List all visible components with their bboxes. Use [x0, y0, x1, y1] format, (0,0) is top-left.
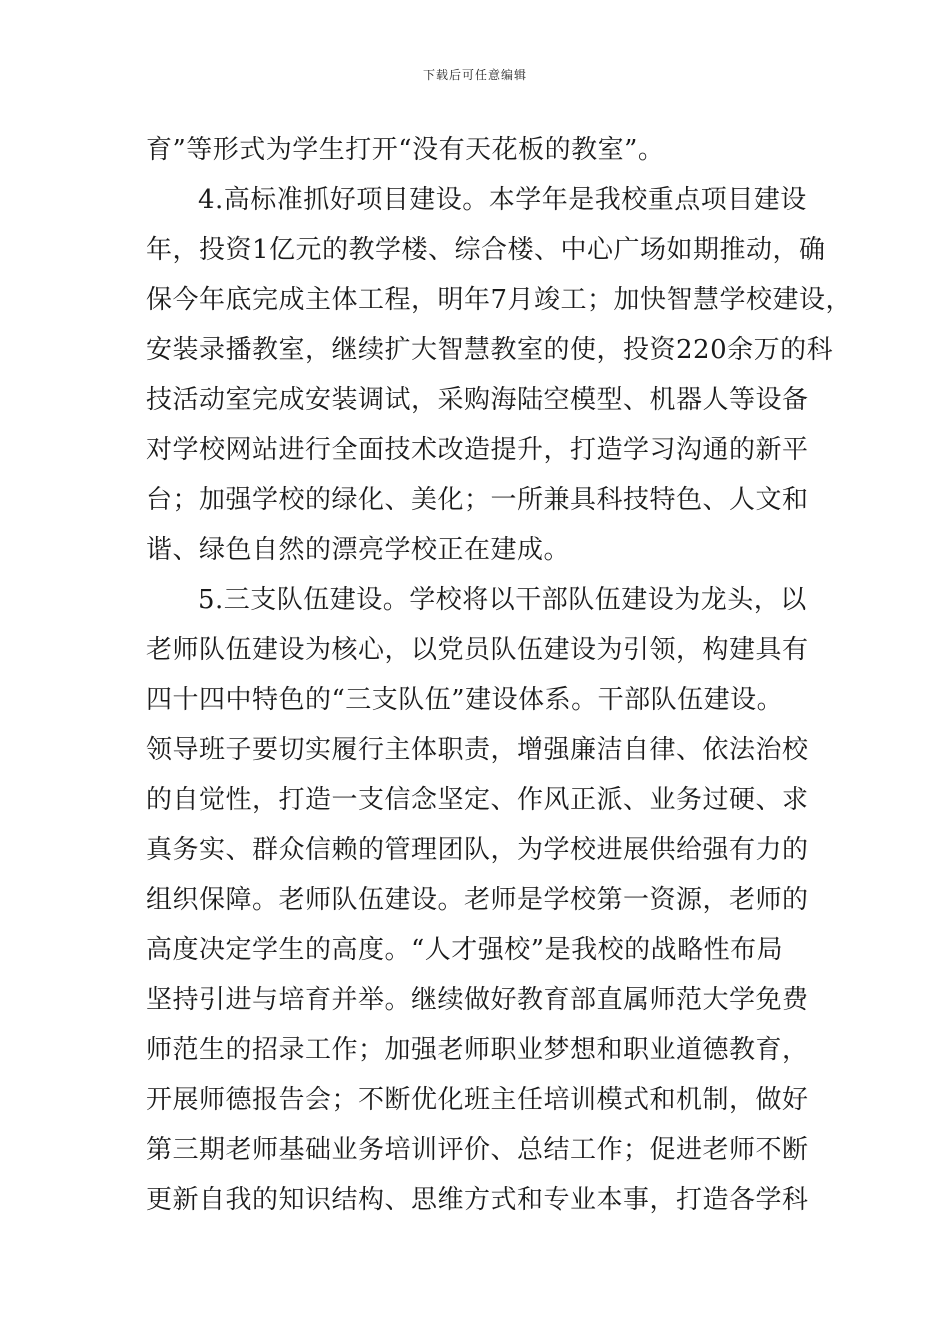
text-line: 5.三支队伍建设。学校将以干部队伍建设为龙头，以: [198, 585, 807, 615]
text-line: 开展师德报告会；不断优化班主任培训模式和机制，做好: [146, 1085, 809, 1115]
text-line: 育”等形式为学生打开“没有天花板的教室”。: [146, 135, 665, 165]
text-line: 谐、绿色自然的漂亮学校正在建成。: [146, 535, 571, 565]
text-line: 领导班子要切实履行主体职责，增强廉洁自律、依法治校: [146, 735, 809, 765]
text-line: 对学校网站进行全面技术改造提升，打造学习沟通的新平: [146, 435, 809, 465]
text-line: 师范生的招录工作；加强老师职业梦想和职业道德教育，: [146, 1035, 809, 1065]
text-line: 技活动室完成安装调试，采购海陆空模型、机器人等设备: [146, 385, 809, 415]
text-line: 坚持引进与培育并举。继续做好教育部直属师范大学免费: [146, 985, 809, 1015]
text-line: 老师队伍建设为核心，以党员队伍建设为引领，构建具有: [146, 635, 809, 665]
text-line: 年，投资1亿元的教学楼、综合楼、中心广场如期推动，确: [146, 235, 826, 265]
text-line: 安装录播教室，继续扩大智慧教室的使，投资220余万的科: [146, 335, 834, 365]
text-line: 第三期老师基础业务培训评价、总结工作；促进老师不断: [146, 1135, 809, 1165]
text-line: 四十四中特色的“三支队伍”建设体系。干部队伍建设。: [146, 685, 784, 715]
text-line: 台；加强学校的绿化、美化；一所兼具科技特色、人文和: [146, 485, 809, 515]
text-line: 组织保障。老师队伍建设。老师是学校第一资源，老师的: [146, 885, 809, 915]
page-header-note: 下载后可任意编辑: [422, 68, 527, 82]
text-line: 的自觉性，打造一支信念坚定、作风正派、业务过硬、求: [146, 785, 809, 815]
text-line: 4.高标准抓好项目建设。本学年是我校重点项目建设: [198, 185, 807, 215]
text-line: 高度决定学生的高度。“人才强校”是我校的战略性布局: [146, 935, 784, 965]
text-line: 真务实、群众信赖的管理团队，为学校进展供给强有力的: [146, 835, 809, 865]
text-line: 更新自我的知识结构、思维方式和专业本事，打造各学科: [146, 1185, 809, 1215]
text-line: 保今年底完成主体工程，明年7月竣工；加快智慧学校建设，: [146, 285, 853, 315]
